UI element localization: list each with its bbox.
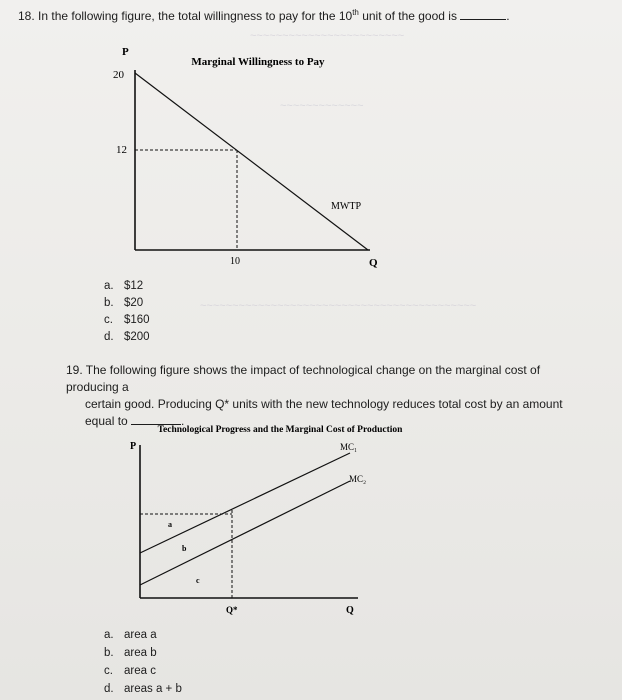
q19-line-2: certain good. Producing Q* units with the new technology reduces total cost by an amount [85,397,563,411]
x-axis-label: Q [346,605,354,616]
option-text: $200 [124,331,150,343]
x-axis-label: Q [369,257,378,269]
option-text: $12 [124,280,144,292]
q18-superscript: th [352,8,359,17]
q18-text-end: unit of the good is [358,9,457,23]
option-letter: d. [104,331,114,343]
option-text: area a [124,629,157,641]
area-b-label: b [182,544,187,553]
option-letter: b. [104,647,114,659]
q19-option-c[interactable] [104,665,156,677]
y-tick-12: 12 [116,144,127,156]
option-text: $160 [124,314,150,326]
answer-blank [460,9,506,20]
mwtp-label: MWTP [331,201,361,212]
mc2-label: MC₂ [349,474,367,484]
mwtp-chart-title: Marginal Willingness to Pay [191,56,325,68]
y-tick-20: 20 [113,69,124,81]
mwtp-chart [100,35,400,275]
option-letter: a. [104,629,114,641]
bleed-through-text: ~~~~~~~~~~~~~~~~~~~~~~~~ [250,30,405,42]
question-18-prompt: 18. In the following figure, the total willingness to pay for the 10th unit of the good is . [18,8,510,23]
option-letter: c. [104,665,113,677]
option-letter: d. [104,683,114,695]
area-c-label: c [196,576,200,585]
option-letter: a. [104,280,114,292]
option-text: areas a + b [124,683,182,695]
q19-option-d[interactable] [104,683,182,695]
q19-line-3: equal to [85,414,128,428]
area-a-label: a [168,520,172,529]
question-19-prompt: 19. The following figure shows the impact of technological change on the marginal cost of producing a certain good. Producing Q* units with the new technology reduces total cost by an amount equal to . [85,362,585,430]
option-text: area c [124,665,156,677]
y-axis-label: P [130,441,137,452]
bleed-through-text: ~~~~~~~~~~~~~ [280,100,364,112]
q18-option-c[interactable] [104,314,150,326]
mc2-line [140,481,350,585]
q19-line-1: 19. The following figure shows the impact of technological change on the marginal cost of producing a [66,363,541,394]
mc-chart [110,415,410,620]
y-axis-label: P [122,46,129,58]
mc1-label: MC₁ [340,442,358,452]
option-letter: c. [104,314,113,326]
option-text: area b [124,647,157,659]
q19-option-b[interactable] [104,647,157,659]
mc1-line [140,453,350,553]
q18-option-d[interactable] [104,331,150,343]
bleed-through-text: ~~~~~~~~~~~~~~~~~~~~~~~~~~~~~~~~~~~~~~~~~~~ [200,300,477,312]
option-letter: b. [104,297,114,309]
q19-option-a[interactable] [104,629,157,641]
mwtp-line [135,73,368,250]
option-text: $20 [124,297,144,309]
mc-chart-title: Technological Progress and the Marginal Cost of Production [157,425,403,435]
q18-text-start: 18. In the following figure, the total willingness to pay for the 10 [18,9,353,23]
x-tick-10: 10 [230,256,240,267]
q18-option-a[interactable] [104,280,143,292]
x-tick-qstar: Q* [226,605,238,615]
q18-option-b[interactable] [104,297,143,309]
